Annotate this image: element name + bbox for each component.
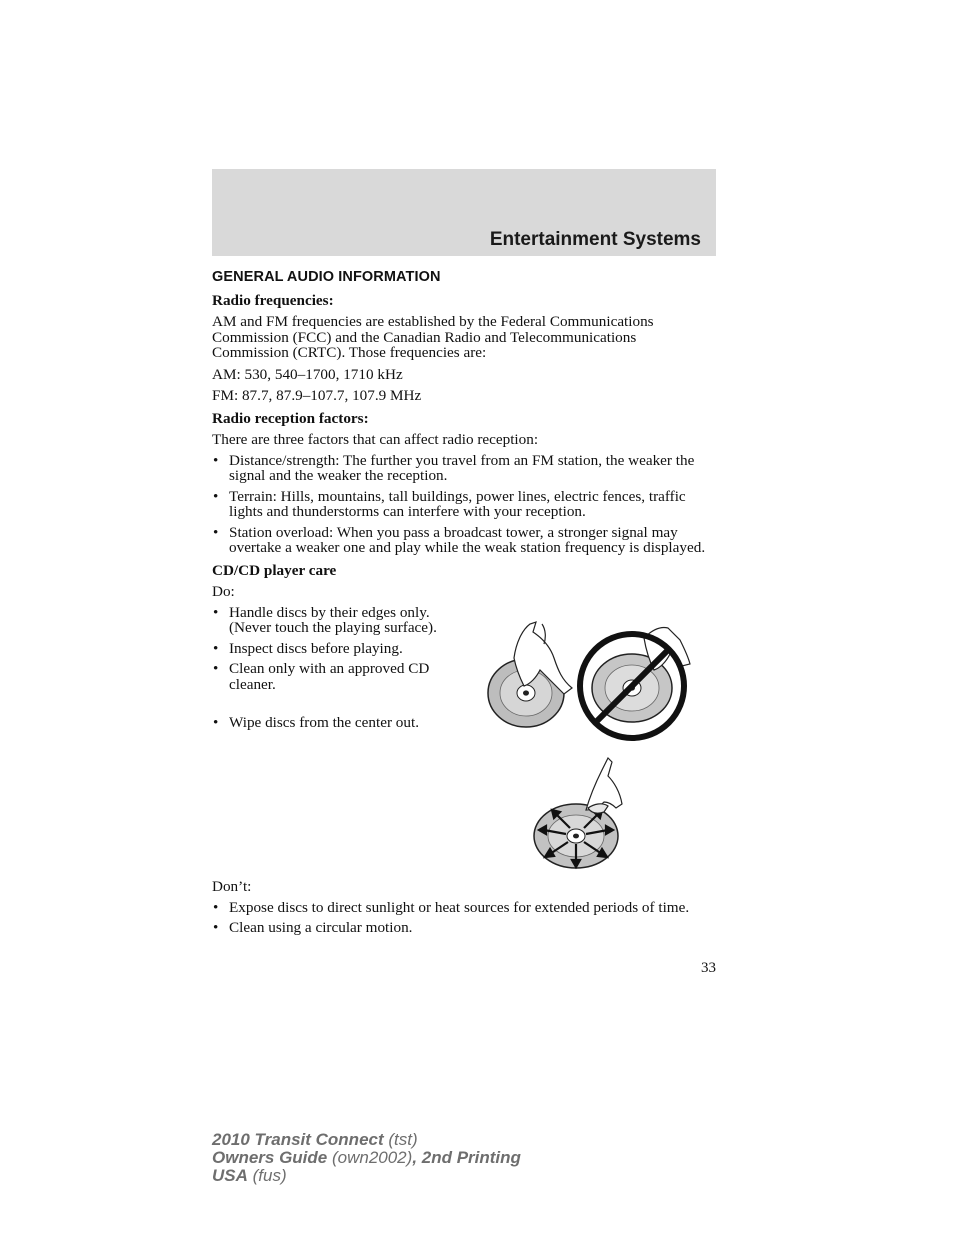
footer-line-2: Owners Guide (own2002), 2nd Printing <box>212 1148 521 1167</box>
bullet: • <box>213 660 219 677</box>
chapter-header-band <box>212 169 716 256</box>
hand-icon <box>586 758 622 813</box>
dont-label: Don’t: <box>212 878 252 895</box>
radio-frequencies-heading: Radio frequencies: <box>212 291 334 309</box>
dont-section <box>212 879 716 936</box>
page-number: 33 <box>701 960 716 976</box>
fm-frequencies: FM: 87.7, 87.9–107.7, 107.9 MHz <box>212 387 422 404</box>
list-item: • Expose discs to direct sunlight or heat sources for extended periods of time. <box>213 898 690 916</box>
list-item: • Inspect discs before playing. <box>213 639 403 657</box>
document-footer <box>212 1131 521 1185</box>
bullet: • <box>213 451 219 469</box>
disc-handling-illustration <box>484 618 704 743</box>
bullet: • <box>213 523 219 541</box>
cd-care-heading: CD/CD player care <box>212 561 337 579</box>
footer-line-3: USA (fus) <box>212 1166 287 1185</box>
bullet: • <box>213 919 219 936</box>
bullet: • <box>213 603 219 621</box>
footer-line-1: 2010 Transit Connect (tst) <box>212 1130 418 1149</box>
bullet: • <box>213 714 219 731</box>
reception-intro: There are three factors that can affect radio reception: <box>212 431 539 448</box>
disc-wiping-illustration <box>528 752 628 872</box>
list-item: • Distance/strength: The further you travel from an FM station, the weaker the signal and the weaker the reception. <box>213 451 695 484</box>
list-item: • Clean only with an approved CD cleaner. <box>213 660 430 693</box>
chapter-title: Entertainment Systems <box>489 229 701 250</box>
reception-factors-heading: Radio reception factors: <box>212 409 369 427</box>
list-item: • Wipe discs from the center out. <box>213 714 420 731</box>
list-item: • Station overload: When you pass a broadcast tower, a stronger signal may overtake a weaker one and play while the weak station frequency is displayed. <box>213 523 706 556</box>
list-item: • Terrain: Hills, mountains, tall buildings, power lines, electric fences, traffic lights and thunderstorms can interfere with your reception. <box>213 487 686 520</box>
reception-factors-list <box>212 453 716 556</box>
radio-frequencies-intro: AM and FM frequencies are established by the Federal Communications Commission (FCC) and the Canadian Radio and Telecommunications Commission (CRTC). Those frequencies are: <box>212 313 654 361</box>
list-item: • Clean using a circular motion. <box>213 919 413 936</box>
bullet: • <box>213 487 219 505</box>
dont-list <box>212 900 716 936</box>
section-title: GENERAL AUDIO INFORMATION <box>212 269 441 285</box>
bullet: • <box>213 898 219 916</box>
list-item: • Handle discs by their edges only. (Never touch the playing surface). <box>213 603 437 636</box>
do-list <box>212 605 462 731</box>
am-frequencies: AM: 530, 540–1700, 1710 kHz <box>212 365 403 383</box>
bullet: • <box>213 639 219 657</box>
do-label: Do: <box>212 583 235 600</box>
